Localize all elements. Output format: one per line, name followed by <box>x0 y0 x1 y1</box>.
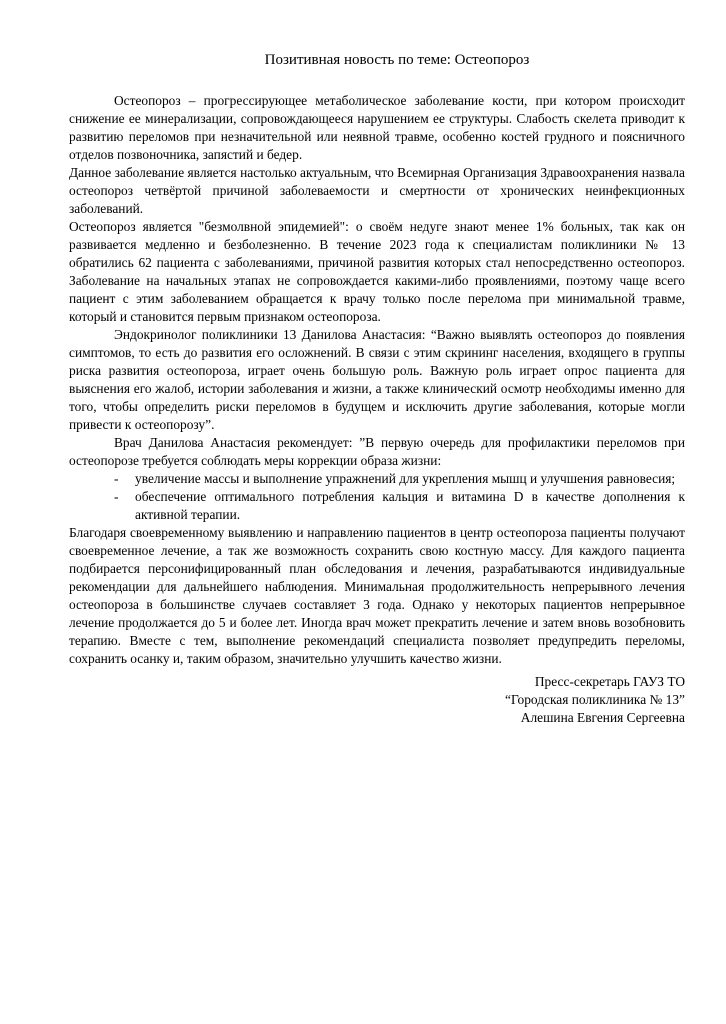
signature-name: Алешина Евгения Сергеевна <box>520 710 685 725</box>
signature-block <box>69 673 685 727</box>
list-item-text: увеличение массы и выполнение упражнений для укрепления мышц и улучшения равновесия; <box>135 471 676 486</box>
paragraph-endocrinologist-quote: Эндокринолог поликлиники 13 Данилова Анастасия: “Важно выявлять остеопороз до появления симптомов, то есть до развития его осложнений. В связи с этим скрининг населения, входящего в группы риска развития остеопороза, играет очень большую роль. Важную роль играет опрос пациента для выяснения его жалоб, истории заболевания и жизни, а также клинический осмотр необходимы именно для того, чтобы определить риски переломов в будущем и исключить другие заболевания, которые могли привести к остеопорозу”. <box>69 327 685 432</box>
list-item-text: обеспечение оптимального потребления кальция и витамина D в качестве дополнения к активной терапии. <box>135 489 685 522</box>
document-page <box>69 50 685 727</box>
paragraph-recommendation: Врач Данилова Анастасия рекомендует: ”В первую очередь для профилактики переломов при остеопорозе требуется соблюдать меры коррекции образа жизни: <box>69 435 685 468</box>
recommendation-list <box>69 470 685 524</box>
signature-position: Пресс-секретарь ГАУЗ ТО <box>534 674 685 689</box>
list-dash-marker: - <box>114 489 119 504</box>
signature-organization: “Городская поликлиника № 13” <box>505 692 685 707</box>
paragraph-closing: Благодаря своевременному выявлению и направлению пациентов в центр остеопороза пациенты получают своевременное лечение, а так же возможность сохранить свою костную массу. Для каждого пациента подбирается персонифицированный план обследования и лечения, разрабатываются индивидуальные рекомендации для дальнейшего наблюдения. Минимальная продолжительность непрерывного лечения остеопороза в большинстве случаев составляет 3 года. Однако у некоторых пациентов непрерывное лечение продолжается до 5 и более лет. Иногда врач может прекратить лечение и затем вновь возобновить терапию. Вместе с тем, выполнение рекомендаций специалиста позволяет предупредить переломы, сохранить осанку и, таким образом, значительно улучшить качество жизни. <box>69 525 685 666</box>
list-item <box>69 470 685 488</box>
document-title: Позитивная новость по теме: Остеопороз <box>264 52 530 68</box>
paragraph-definition: Остеопороз – прогрессирующее метаболическое заболевание кости, при котором происходит снижение ее минерализации, сопровождающееся нарушением ее структуры. Слабость скелета приводит к развитию переломов при незначительной или неявной травме, особенно костей грудного и поясничного отделов позвоночника, запястий и бедер. <box>69 93 685 162</box>
list-item <box>69 488 685 524</box>
paragraph-silent-epidemic: Остеопороз является "безмолвной эпидемией": о своём недуге знают менее 1% больных, так как он развивается медленно и безболезненно. В течение 2023 года к специалистам поликлиники № 13 обратились 62 пациента с заболеваниями, причиной развития которых стал непосредственно остеопороз. Заболевание на начальных этапах не сопровождается какими-либо проявлениями, поэтому чаще всего пациент с этим заболеванием обращается к врачу только после перелома при минимальной травме, который и становится первым признаком остеопороза. <box>69 219 685 324</box>
list-dash-marker: - <box>114 471 119 486</box>
paragraph-relevance: Данное заболевание является настолько актуальным, что Всемирная Организация Здравоохранения назвала остеопороз четвёртой причиной заболеваемости и смертности от хронических неинфекционных заболеваний. <box>69 165 685 216</box>
